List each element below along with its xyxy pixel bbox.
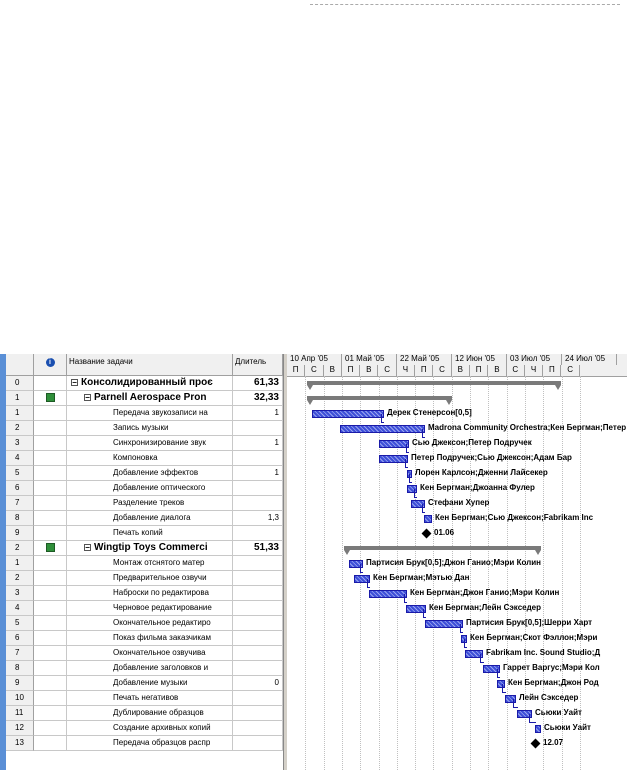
task-name-text: Дублирование образцов: [113, 708, 204, 717]
summary-cap: [307, 385, 313, 390]
task-duration[interactable]: [233, 616, 283, 631]
task-indicator: [34, 691, 67, 706]
collapse-icon[interactable]: −: [85, 542, 90, 552]
dependency-link: [513, 699, 518, 708]
task-name[interactable]: [67, 451, 233, 466]
task-name[interactable]: [67, 661, 233, 676]
task-id: 1: [6, 391, 34, 406]
task-duration[interactable]: 51,33: [233, 541, 283, 556]
task-row[interactable]: [6, 616, 283, 631]
task-row[interactable]: [6, 481, 283, 496]
task-name-text: Монтаж отснятого матер: [113, 558, 205, 567]
task-name-text: Окончательное редактиро: [113, 618, 211, 627]
task-name[interactable]: [67, 466, 233, 481]
task-bar[interactable]: [425, 620, 463, 628]
task-row[interactable]: [6, 406, 283, 421]
timescale-week-label: 24 Июл '05: [562, 354, 617, 365]
timescale-day-label: С: [305, 365, 323, 376]
task-indicator: [34, 631, 67, 646]
id-column-header[interactable]: [6, 354, 34, 376]
milestone-date-label: 01.06: [434, 528, 455, 537]
task-row[interactable]: [6, 736, 283, 751]
task-name[interactable]: [67, 376, 233, 391]
task-name[interactable]: [67, 526, 233, 541]
task-duration[interactable]: 61,33: [233, 376, 283, 391]
resource-label: Лорен Карлсон;Дженни Лайсекер: [415, 468, 548, 477]
timescale-day-label: С: [507, 365, 525, 376]
gridline: [342, 376, 343, 770]
task-bar[interactable]: [312, 410, 384, 418]
task-indicator: [34, 466, 67, 481]
timescale-day-label: П: [543, 365, 561, 376]
collapse-icon[interactable]: −: [72, 377, 77, 387]
duration-column-header[interactable]: Длитель: [233, 354, 283, 376]
resource-label: Кен Бергман;Джоанна Фулер: [420, 483, 535, 492]
task-name-text: Добавление эффектов: [113, 468, 199, 477]
task-name[interactable]: [67, 691, 233, 706]
dependency-link: [422, 429, 425, 438]
milestone-date-label: 12.07: [543, 738, 564, 747]
task-bar[interactable]: [340, 425, 425, 433]
task-id: 4: [6, 451, 34, 466]
task-name-text: Предварительное озвучи: [113, 573, 207, 582]
task-row[interactable]: [6, 511, 283, 526]
task-indicator: [34, 601, 67, 616]
task-indicator: [34, 481, 67, 496]
task-row[interactable]: [6, 691, 283, 706]
milestone-diamond[interactable]: [531, 739, 541, 749]
task-id: 10: [6, 691, 34, 706]
task-name[interactable]: [67, 571, 233, 586]
task-name[interactable]: [67, 721, 233, 736]
timescale-day-label: Ч: [397, 365, 415, 376]
timescale-day-label: В: [452, 365, 470, 376]
gridline: [507, 376, 508, 770]
task-bar[interactable]: [424, 515, 432, 523]
task-id: 5: [6, 466, 34, 481]
timescale-day-label: П: [415, 365, 433, 376]
task-name[interactable]: [67, 676, 233, 691]
summary-bar[interactable]: [307, 396, 452, 400]
task-duration[interactable]: 1: [233, 406, 283, 421]
task-duration[interactable]: 1,3: [233, 511, 283, 526]
task-indicator: [34, 436, 67, 451]
gridline: [305, 376, 306, 770]
task-indicator: [34, 706, 67, 721]
task-indicator: [34, 421, 67, 436]
task-indicator: [34, 676, 67, 691]
task-row[interactable]: [6, 631, 283, 646]
inserted-project-icon[interactable]: [46, 543, 55, 552]
dependency-link: [406, 444, 409, 453]
task-name-text: Добавление заголовков и: [113, 663, 209, 672]
task-name-text: Черновое редактирование: [113, 603, 212, 612]
task-name[interactable]: [67, 421, 233, 436]
resource-label: Кен Бергман;Сью Джексон;Fabrikam Inc: [435, 513, 594, 522]
resource-label: Сьюки Уайт: [535, 708, 582, 717]
task-name[interactable]: [67, 601, 233, 616]
task-indicator: [34, 541, 67, 556]
summary-task-row[interactable]: [6, 391, 283, 406]
task-name[interactable]: [67, 436, 233, 451]
task-name[interactable]: [67, 646, 233, 661]
task-row[interactable]: [6, 646, 283, 661]
resource-label: Кен Бергман;Лейн Сэкседер: [429, 603, 542, 612]
dependency-link: [480, 654, 484, 663]
dependency-link: [414, 489, 417, 498]
dependency-link: [423, 609, 426, 618]
resource-label: Кен Бергман;Джон Род: [508, 678, 599, 687]
timescale-week-label: 10 Апр '05: [287, 354, 342, 365]
task-row[interactable]: [6, 451, 283, 466]
dependency-link: [404, 594, 407, 603]
task-row[interactable]: [6, 466, 283, 481]
timescale-day-label: Ч: [525, 365, 543, 376]
task-name-text: Добавление диалога: [113, 513, 191, 522]
resource-label: Петер Подручек;Сью Джексон;Адам Бар: [411, 453, 572, 462]
dependency-link: [360, 564, 363, 573]
task-name[interactable]: [67, 556, 233, 571]
dependency-link: [464, 639, 467, 648]
dependency-link: [381, 414, 384, 423]
task-duration[interactable]: [233, 601, 283, 616]
resource-label: Партисия Брук[0,5];Джон Ганио;Мэри Колин: [366, 558, 541, 567]
task-row[interactable]: [6, 496, 283, 511]
resource-label: Сьюки Уайт: [544, 723, 591, 732]
summary-bar[interactable]: [344, 546, 541, 550]
task-id: 1: [6, 556, 34, 571]
task-id: 6: [6, 481, 34, 496]
task-name-text: Передача образцов распр: [113, 738, 211, 747]
gridline: [324, 376, 325, 770]
info-icon: i: [46, 358, 55, 367]
task-name-text: Передача звукозаписи на: [113, 408, 208, 417]
task-name-text: Parnell Aerospace Pron: [94, 392, 207, 403]
task-id: 5: [6, 616, 34, 631]
task-row[interactable]: [6, 526, 283, 541]
task-row[interactable]: [6, 706, 283, 721]
inserted-project-icon[interactable]: [46, 393, 55, 402]
task-indicator: [34, 586, 67, 601]
task-name[interactable]: [67, 631, 233, 646]
task-duration[interactable]: [233, 631, 283, 646]
task-indicator: [34, 496, 67, 511]
dotted-guide-line: [310, 4, 620, 5]
timescale-minor: [287, 365, 627, 377]
task-indicator: [34, 556, 67, 571]
dependency-link: [405, 459, 408, 468]
task-duration[interactable]: [233, 571, 283, 586]
task-name[interactable]: [67, 706, 233, 721]
resource-label: Madrona Community Orchestra;Кен Бергман;Петер: [428, 423, 627, 432]
task-duration[interactable]: [233, 556, 283, 571]
task-name-text: Запись музыки: [113, 423, 169, 432]
task-name[interactable]: [67, 406, 233, 421]
task-duration[interactable]: [233, 526, 283, 541]
task-duration[interactable]: [233, 496, 283, 511]
resource-label: Дерек Стенерсон[0,5]: [387, 408, 472, 417]
gridline: [470, 376, 471, 770]
summary-cap: [344, 550, 350, 555]
timescale-day-label: П: [470, 365, 488, 376]
task-indicator: [34, 406, 67, 421]
task-name[interactable]: [67, 391, 233, 406]
task-name-column-header[interactable]: Название задачи: [67, 354, 233, 376]
task-id: 6: [6, 631, 34, 646]
summary-cap: [555, 385, 561, 390]
dependency-link: [497, 669, 500, 678]
task-row[interactable]: [6, 421, 283, 436]
task-name-text: Добавление оптического: [113, 483, 206, 492]
task-indicator: [34, 646, 67, 661]
dependency-link: [529, 714, 536, 723]
indicators-column-header[interactable]: [34, 354, 67, 376]
timescale-day-label: С: [562, 365, 580, 376]
timescale-day-label: С: [433, 365, 451, 376]
task-row[interactable]: [6, 586, 283, 601]
task-id: 12: [6, 721, 34, 736]
timescale-day-label: В: [488, 365, 506, 376]
task-duration[interactable]: [233, 481, 283, 496]
task-id: 2: [6, 571, 34, 586]
task-id: 9: [6, 526, 34, 541]
task-table: [6, 354, 283, 770]
task-row[interactable]: [6, 676, 283, 691]
task-name-text: Компоновка: [113, 453, 158, 462]
task-id: 1: [6, 406, 34, 421]
task-duration[interactable]: [233, 451, 283, 466]
task-name[interactable]: [67, 511, 233, 526]
summary-cap: [307, 400, 313, 405]
timescale-day-label: П: [287, 365, 305, 376]
summary-cap: [446, 400, 452, 405]
task-row[interactable]: [6, 661, 283, 676]
task-id: 4: [6, 601, 34, 616]
timescale-day-label: С: [379, 365, 397, 376]
task-duration[interactable]: [233, 706, 283, 721]
project-window: [0, 354, 627, 770]
task-name-text: Создание архивных копий: [113, 723, 211, 732]
task-duration[interactable]: 32,33: [233, 391, 283, 406]
task-duration[interactable]: [233, 661, 283, 676]
task-name-text: Печать негативов: [113, 693, 179, 702]
task-id: 0: [6, 376, 34, 391]
gantt-chart: [287, 354, 627, 770]
task-bar[interactable]: [379, 440, 409, 448]
summary-cap: [535, 550, 541, 555]
timescale-day-label: В: [360, 365, 378, 376]
task-duration[interactable]: [233, 721, 283, 736]
task-row[interactable]: [6, 571, 283, 586]
task-name[interactable]: [67, 586, 233, 601]
task-name-text: Наброски по редактирова: [113, 588, 209, 597]
task-name-text: Окончательное озвучива: [113, 648, 206, 657]
summary-task-row[interactable]: [6, 541, 283, 556]
task-indicator: [34, 616, 67, 631]
task-id: 13: [6, 736, 34, 751]
task-row[interactable]: [6, 436, 283, 451]
task-name[interactable]: [67, 616, 233, 631]
task-duration[interactable]: [233, 646, 283, 661]
timescale-week-label: 03 Июл '05: [507, 354, 562, 365]
task-duration[interactable]: 1: [233, 466, 283, 481]
task-id: 3: [6, 436, 34, 451]
task-duration[interactable]: [233, 691, 283, 706]
task-id: 7: [6, 496, 34, 511]
timescale-week-label: 01 Май '05: [342, 354, 397, 365]
task-row[interactable]: [6, 721, 283, 736]
timescale-day-label: П: [342, 365, 360, 376]
gridline: [488, 376, 489, 770]
dependency-link: [422, 504, 425, 513]
collapse-icon[interactable]: −: [85, 392, 90, 402]
task-row[interactable]: [6, 601, 283, 616]
task-indicator: [34, 721, 67, 736]
task-duration[interactable]: [233, 586, 283, 601]
task-name[interactable]: [67, 541, 233, 556]
task-row[interactable]: [6, 556, 283, 571]
task-indicator: [34, 661, 67, 676]
dependency-link: [460, 624, 463, 633]
task-id: 9: [6, 676, 34, 691]
summary-bar[interactable]: [307, 381, 561, 385]
task-id: 7: [6, 646, 34, 661]
summary-task-row[interactable]: [6, 376, 283, 391]
resource-label: Кен Бергман;Джон Ганио;Мэри Колин: [410, 588, 560, 597]
task-indicator: [34, 511, 67, 526]
dependency-link: [502, 684, 506, 693]
task-indicator: [34, 451, 67, 466]
task-bar[interactable]: [379, 455, 408, 463]
task-duration[interactable]: [233, 736, 283, 751]
task-name-text: Синхронизирование звук: [113, 438, 206, 447]
resource-label: Партисия Брук[0,5];Шерри Харт: [466, 618, 593, 627]
gridline: [360, 376, 361, 770]
task-name[interactable]: [67, 736, 233, 751]
task-indicator: [34, 526, 67, 541]
resource-label: Сью Джексон;Петер Подручек: [412, 438, 532, 447]
resource-label: Fabrikam Inc. Sound Studio;Д: [486, 648, 601, 657]
task-indicator: [34, 736, 67, 751]
task-id: 8: [6, 511, 34, 526]
task-name[interactable]: [67, 481, 233, 496]
task-id: 2: [6, 541, 34, 556]
task-id: 11: [6, 706, 34, 721]
task-name-text: Печать копий: [113, 528, 163, 537]
task-id: 2: [6, 421, 34, 436]
task-id: 8: [6, 661, 34, 676]
task-name-text: Показ фильма заказчикам: [113, 633, 211, 642]
resource-label: Гаррет Варгус;Мэри Кол: [503, 663, 600, 672]
task-id: 3: [6, 586, 34, 601]
resource-label: Кен Бергман;Скот Фэллон;Мэри: [470, 633, 598, 642]
task-duration[interactable]: [233, 421, 283, 436]
timescale-week-label: 12 Июн '05: [452, 354, 507, 365]
task-name-text: Wingtip Toys Commerci: [94, 542, 208, 553]
task-indicator: [34, 571, 67, 586]
task-indicator: [34, 376, 67, 391]
timescale-day-label: В: [324, 365, 342, 376]
task-name-text: Консолидированный проє: [81, 377, 213, 388]
timescale-week-label: 22 Май '05: [397, 354, 452, 365]
task-bar[interactable]: [369, 590, 407, 598]
task-bar[interactable]: [535, 725, 541, 733]
task-name-text: Добавление музыки: [113, 678, 188, 687]
task-indicator: [34, 391, 67, 406]
task-name-text: Разделение треков: [113, 498, 185, 507]
dependency-link: [409, 474, 412, 483]
resource-label: Лейн Сэкседер: [519, 693, 579, 702]
resource-label: Стефани Хупер: [428, 498, 490, 507]
dependency-link: [367, 579, 370, 588]
task-duration[interactable]: 0: [233, 676, 283, 691]
task-name[interactable]: [67, 496, 233, 511]
task-duration[interactable]: 1: [233, 436, 283, 451]
milestone-diamond[interactable]: [422, 529, 432, 539]
resource-label: Кен Бергман;Мэтью Дан: [373, 573, 470, 582]
